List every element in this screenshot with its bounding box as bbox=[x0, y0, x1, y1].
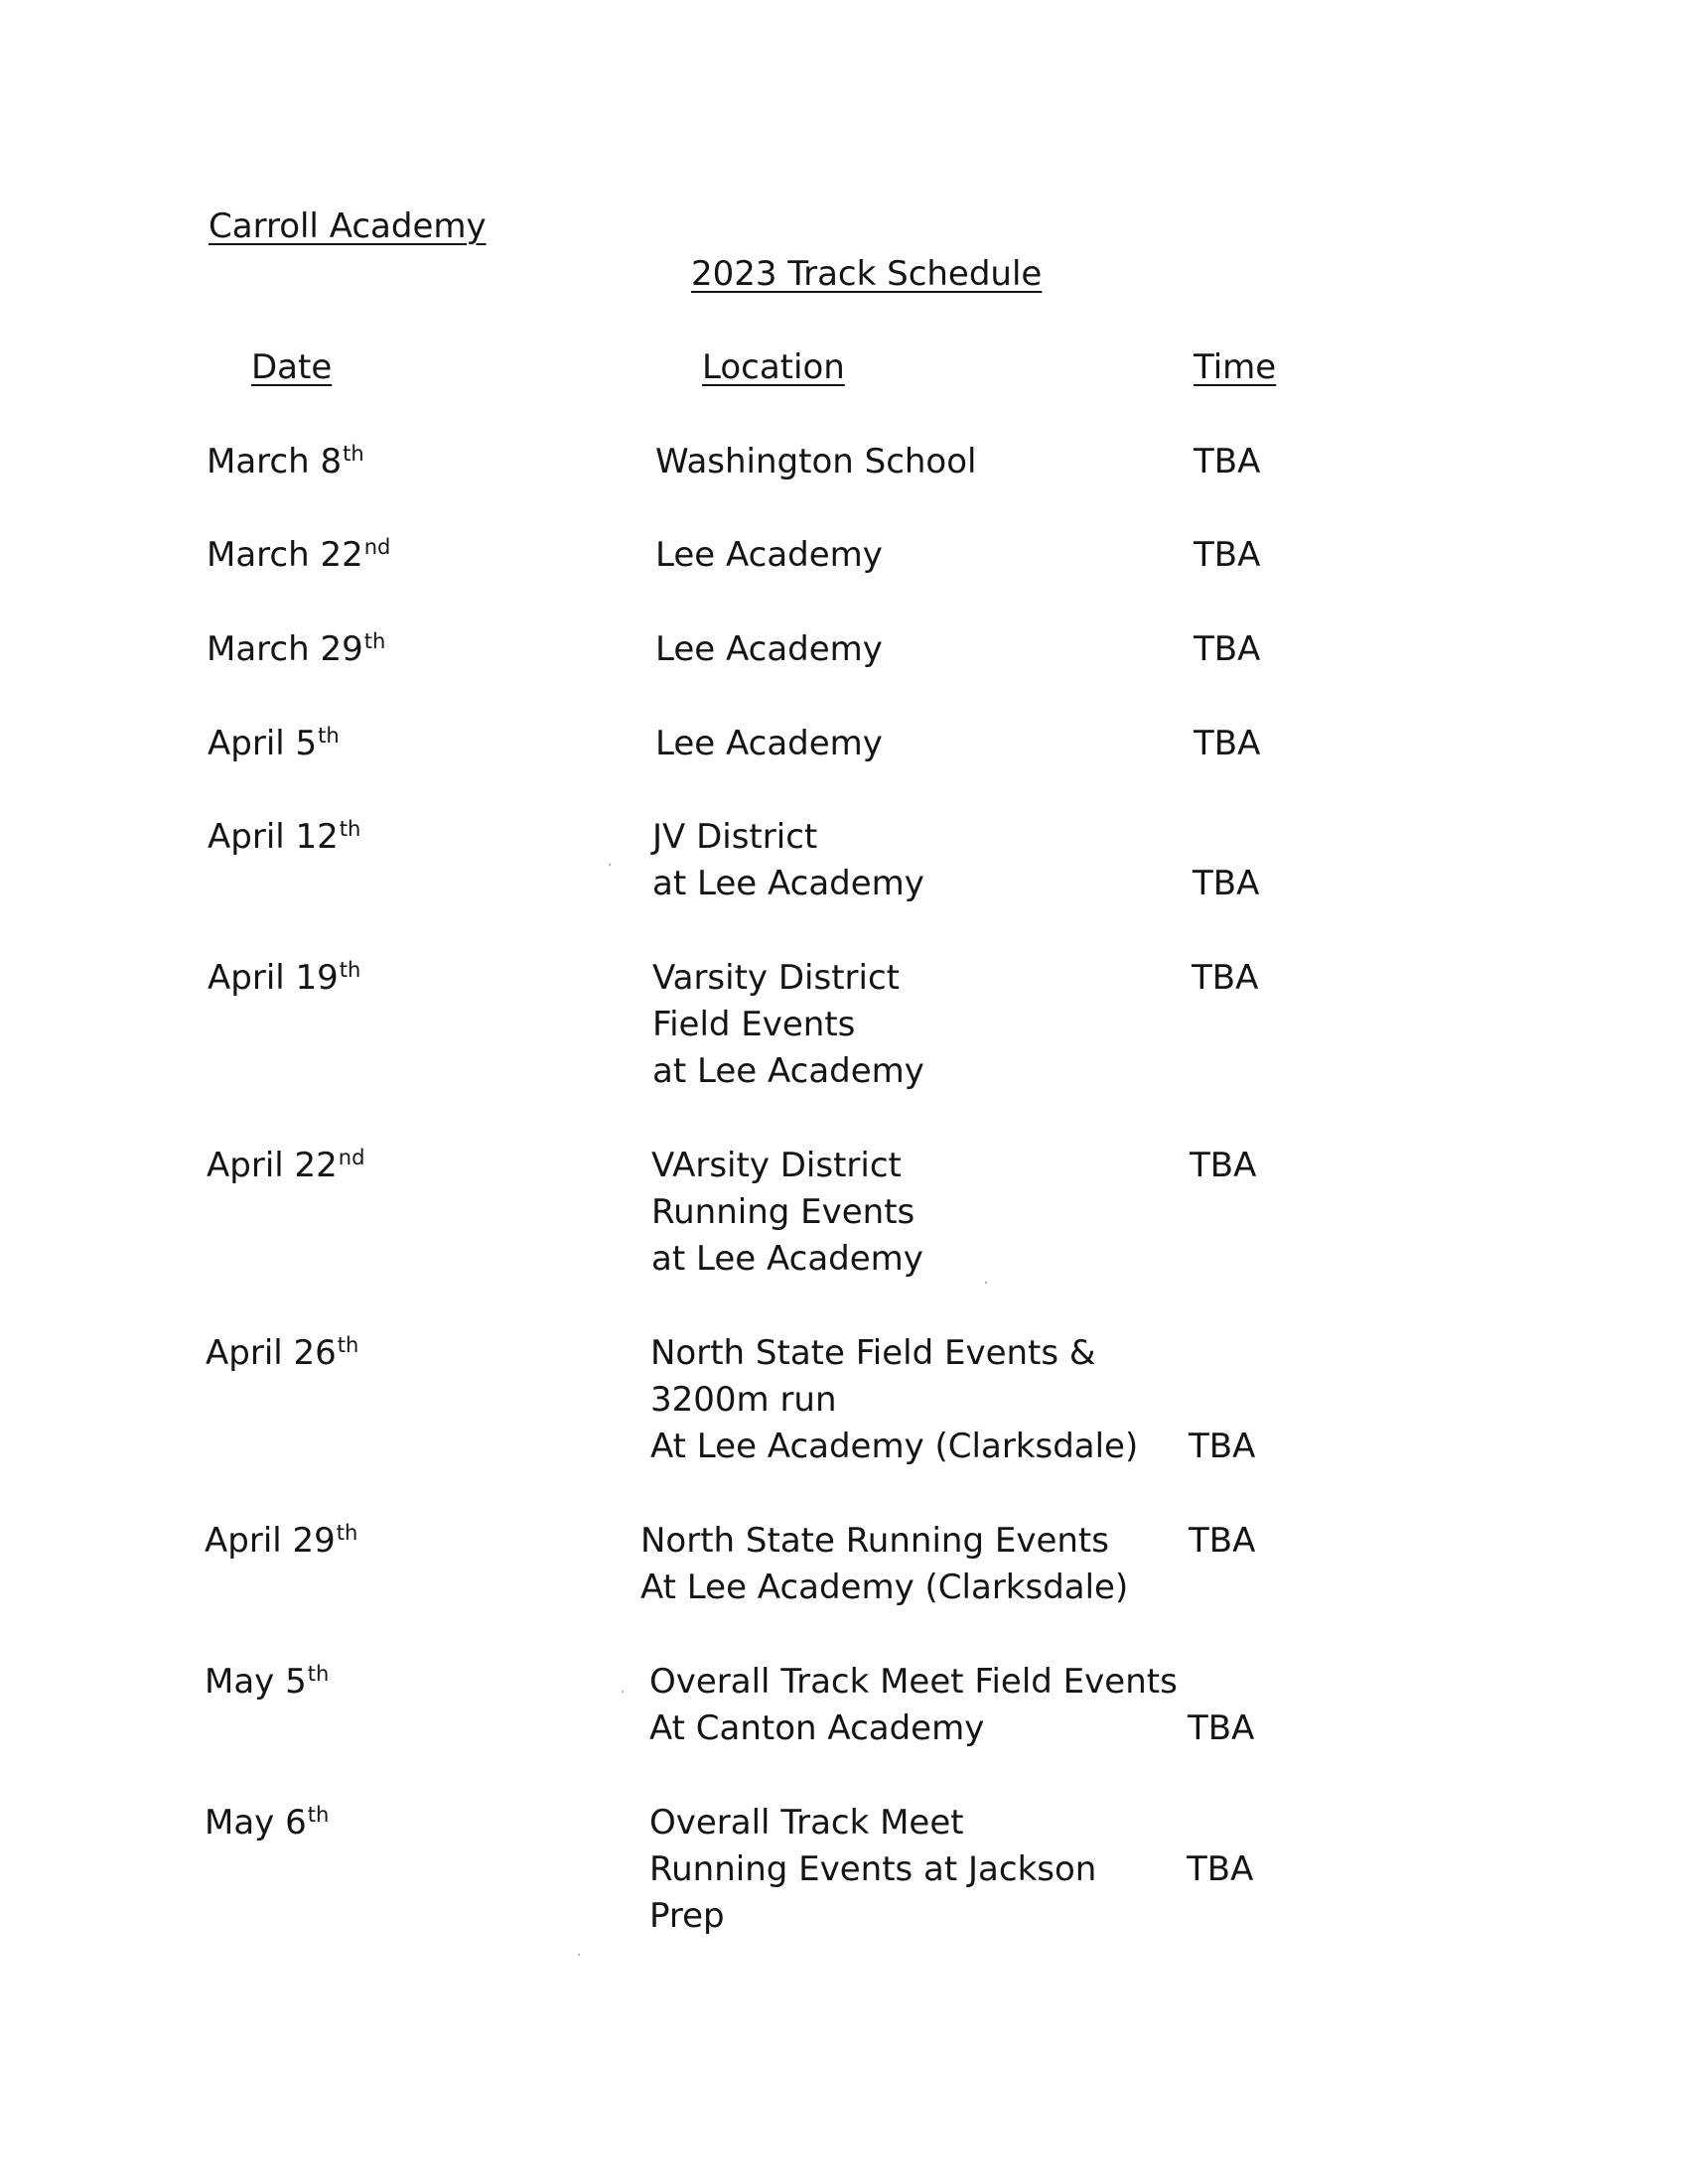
event-location: JV District at Lee Academy bbox=[652, 817, 924, 903]
event-date: April 5th bbox=[208, 724, 340, 763]
event-date: April 29th bbox=[205, 1521, 358, 1561]
event-location: Overall Track Meet Running Events at Jackson Prep bbox=[649, 1803, 1097, 1936]
event-date: March 8th bbox=[207, 442, 364, 481]
time-column-header: Time bbox=[1194, 347, 1277, 387]
event-time: TBA bbox=[1194, 535, 1261, 575]
event-time: TBA bbox=[1194, 629, 1261, 669]
event-location: Lee Academy bbox=[655, 724, 883, 763]
event-location: North State Running Events At Lee Academy (Clarksdale) bbox=[640, 1521, 1129, 1607]
scan-speck bbox=[609, 864, 611, 866]
ordinal-suffix: th bbox=[343, 442, 364, 466]
ordinal-suffix: nd bbox=[363, 535, 391, 559]
event-date: April 26th bbox=[206, 1333, 359, 1373]
scan-speck bbox=[622, 1691, 624, 1693]
event-date: May 5th bbox=[205, 1662, 330, 1702]
ordinal-suffix: th bbox=[339, 817, 361, 841]
event-time: TBA bbox=[1189, 1427, 1256, 1466]
ordinal-suffix: th bbox=[307, 1662, 330, 1686]
event-date: April 22nd bbox=[207, 1146, 365, 1185]
ordinal-suffix: th bbox=[318, 724, 340, 748]
location-column-header: Location bbox=[702, 347, 845, 387]
event-date: May 6th bbox=[205, 1803, 330, 1843]
ordinal-suffix: th bbox=[339, 958, 361, 982]
event-location: Varsity District Field Events at Lee Academy bbox=[652, 958, 924, 1091]
event-time: TBA bbox=[1189, 1521, 1256, 1561]
event-date: April 19th bbox=[208, 958, 361, 998]
event-location: Washington School bbox=[655, 442, 977, 481]
scan-speck bbox=[578, 1954, 580, 1956]
event-date: March 29th bbox=[207, 629, 386, 669]
event-location: Lee Academy bbox=[655, 629, 883, 669]
event-time: TBA bbox=[1192, 958, 1259, 998]
event-time: TBA bbox=[1187, 1849, 1254, 1889]
event-time: TBA bbox=[1194, 724, 1261, 763]
ordinal-suffix: th bbox=[336, 1521, 358, 1545]
ordinal-suffix: nd bbox=[338, 1146, 365, 1169]
event-location: VArsity District Running Events at Lee Academy bbox=[651, 1146, 923, 1279]
event-location: Lee Academy bbox=[655, 535, 883, 575]
ordinal-suffix: th bbox=[363, 629, 386, 653]
ordinal-suffix: th bbox=[307, 1803, 330, 1827]
schedule-title: 2023 Track Schedule bbox=[691, 254, 1043, 294]
school-name: Carroll Academy bbox=[209, 206, 487, 246]
scan-speck bbox=[985, 1282, 987, 1284]
event-time: TBA bbox=[1194, 442, 1261, 481]
event-time: TBA bbox=[1188, 1708, 1255, 1748]
date-column-header: Date bbox=[251, 347, 333, 387]
event-time: TBA bbox=[1190, 1146, 1257, 1185]
event-time: TBA bbox=[1193, 864, 1260, 903]
ordinal-suffix: th bbox=[337, 1333, 359, 1357]
event-location: Overall Track Meet Field Events At Canton Academy bbox=[649, 1662, 1178, 1748]
event-date: April 12th bbox=[208, 817, 361, 857]
event-location: North State Field Events & 3200m run At Lee Academy (Clarksdale) bbox=[650, 1333, 1139, 1466]
event-date: March 22nd bbox=[207, 535, 391, 575]
